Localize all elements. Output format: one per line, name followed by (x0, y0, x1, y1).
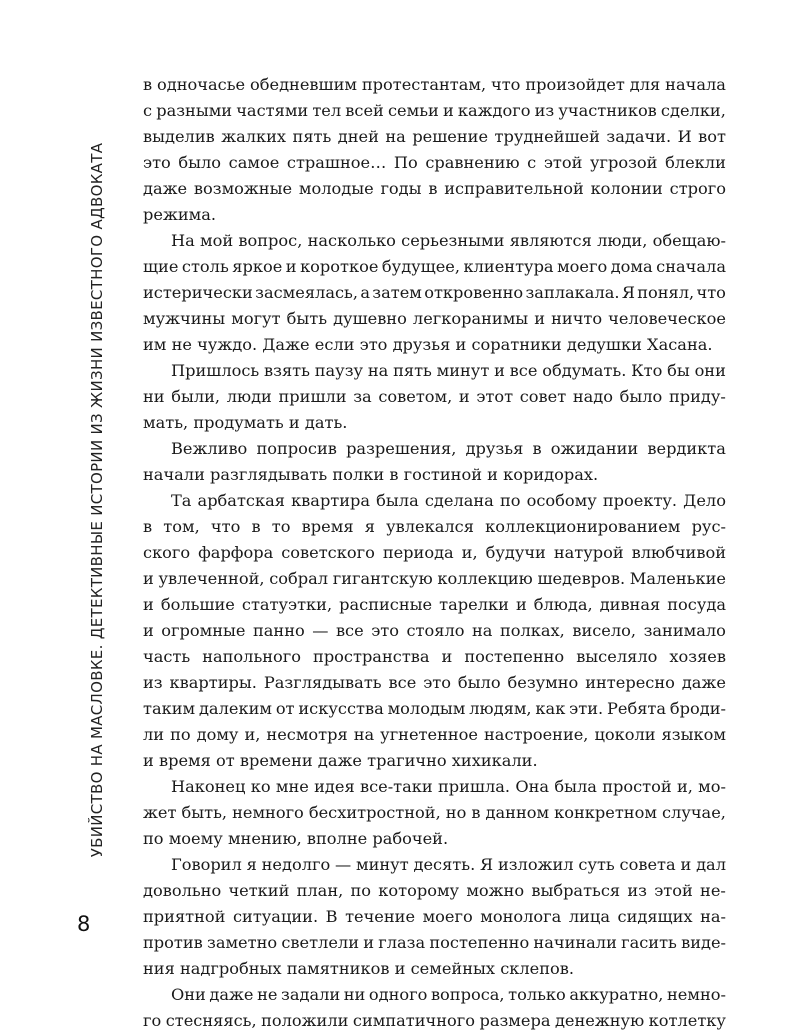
text-line: с разными частями тел всей семьи и каждого из участников сделки, (143, 101, 726, 120)
running-head: УБИЙСТВО НА МАСЛОВКЕ. ДЕТЕКТИВНЫЕ ИСТОРИИ ИЗ ЖИЗНИ ИЗВЕСТНОГО АДВОКАТА (88, 142, 106, 858)
text-line: даже возможные молодые годы в исправительной колонии строго (143, 179, 726, 198)
text-line: им не чуждо. Даже если это друзья и соратники дедушки Хасана. (143, 335, 713, 354)
text-line: жет быть, немного бесхитростной, но в данном конкретном случае, (143, 803, 726, 822)
text-line: Они даже не задали ни одного вопроса, только аккуратно, немно- (171, 985, 726, 1004)
text-line: ни были, люди пришли за советом, и этот совет надо было приду- (143, 387, 726, 406)
text-line: ского фарфора советского периода и, будучи натурой влюбчивой (143, 543, 726, 562)
text-line: Вежливо попросив разрешения, друзья в ожидании вердикта (171, 439, 726, 458)
text-line: приятной ситуации. В течение моего монолога лица сидящих на- (143, 907, 726, 926)
text-line: и огромные панно — все это стояло на полках, висело, занимало (143, 621, 726, 640)
text-line: щие столь яркое и короткое будущее, клиентура моего дома сначала (143, 257, 726, 276)
text-line: и увлеченной, собрал гигантскую коллекцию шедевров. Маленькие (143, 569, 726, 588)
text-line: выделив жалких пять дней на решение труднейшей задачи. И вот (143, 127, 726, 146)
text-line: Говорил я недолго — минут десять. Я изложил суть совета и дал (171, 855, 726, 874)
text-line: мать, продумать и дать. (143, 413, 348, 432)
text-line: и время от времени даже трагично хихикали. (143, 751, 538, 770)
text-line: по моему мнению, вполне рабочей. (143, 829, 449, 848)
page-number: 8 (77, 912, 91, 936)
body-text (143, 72, 726, 1034)
text-line: начали разглядывать полки в гостиной и коридорах. (143, 465, 599, 484)
text-line: это было самое страшное… По сравнению с этой угрозой блекли (143, 153, 726, 172)
text-line: в том, что в то время я увлекался коллекционированием рус- (143, 517, 726, 536)
text-line: истерически засмеялась, а затем откровенно заплакала. Я понял, что (143, 283, 726, 302)
text-line: На мой вопрос, насколько серьезными являются люди, обещаю- (171, 231, 726, 250)
text-line: Наконец ко мне идея все-таки пришла. Она была простой и, мо- (171, 777, 726, 796)
text-line: мужчины могут быть душевно легкоранимы и ничто человеческое (143, 309, 726, 328)
text-line: из квартиры. Разглядывать все это было безумно интересно даже (143, 673, 726, 692)
text-line: в одночасье обедневшим протестантам, что произойдет для начала (143, 75, 726, 94)
text-line: Пришлось взять паузу на пять минут и все обдумать. Кто бы они (171, 361, 726, 380)
text-line: режима. (143, 205, 217, 224)
text-line: часть напольного пространства и постепенно выселяло хозяев (143, 647, 726, 666)
text-line: ния надгробных памятников и семейных склепов. (143, 959, 575, 978)
text-line: и большие статуэтки, расписные тарелки и блюда, дивная посуда (143, 595, 726, 614)
text-line: против заметно светлели и глаза постепенно начинали гасить виде- (143, 933, 726, 952)
text-line: го стесняясь, положили симпатичного размера денежную котлетку (143, 1011, 726, 1030)
text-line: Та арбатская квартира была сделана по особому проекту. Дело (171, 491, 726, 510)
text-line: таким далеким от искусства молодым людям, как эти. Ребята броди- (143, 699, 726, 718)
text-line: ли по дому и, несмотря на угнетенное настроение, цоколи языком (143, 725, 726, 744)
text-line: довольно четкий план, по которому можно выбраться из этой не- (143, 881, 726, 900)
